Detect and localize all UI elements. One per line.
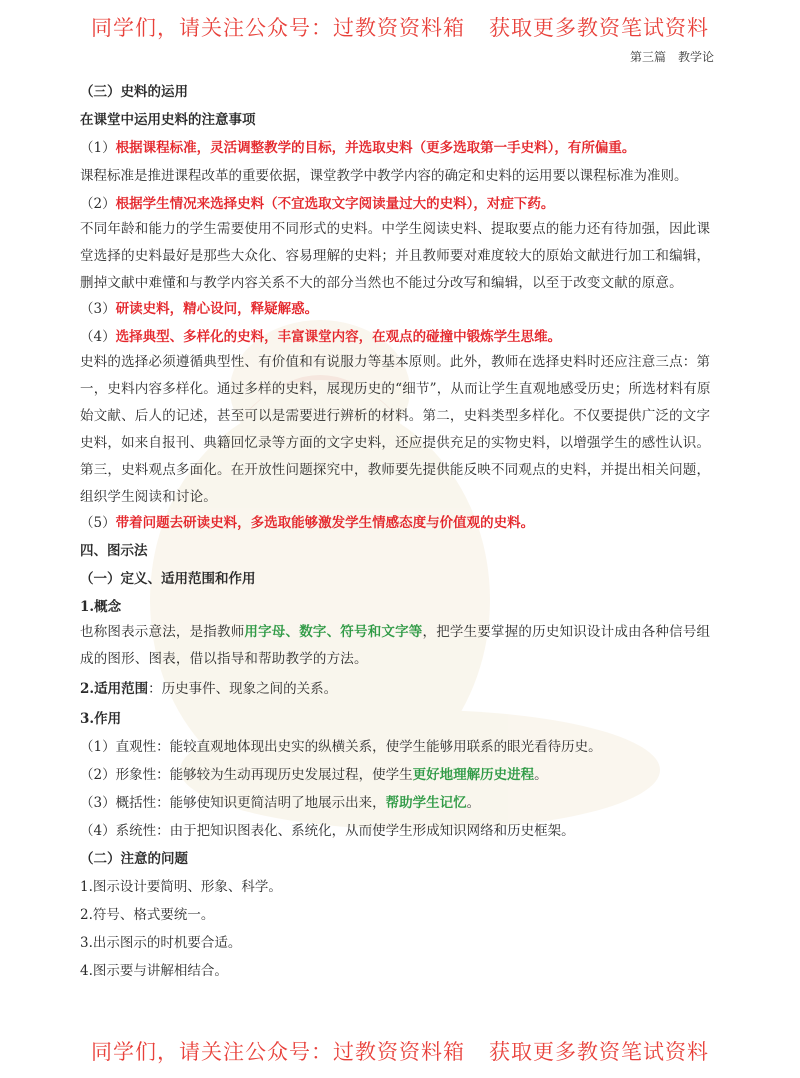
item3-num: （3） <box>80 301 116 317</box>
scope-line <box>80 677 720 701</box>
item1-text: 根据课程标准，灵活调整教学的目标，并选取史料（更多选取第一手史料），有所偏重。 <box>115 140 636 156</box>
note-item: 3.出示图示的时机要合适。 <box>80 935 242 951</box>
banner-right-text: 获取更多教资笔试资料 <box>489 1040 709 1064</box>
top-banner <box>0 12 800 42</box>
banner-left-text: 同学们，请关注公众号：过教资资料箱 <box>91 16 465 40</box>
item4-num: （4） <box>80 329 116 345</box>
function-item <box>80 735 720 759</box>
item1 <box>80 136 720 160</box>
function-text: 系统性：由于把知识图表化、系统化，从而使学生形成知识网络和历史框架。 <box>115 823 575 839</box>
function-item <box>80 791 720 815</box>
item1-num: （1） <box>80 140 116 156</box>
concept-post: ，把学生要掌握的历史知识设计成由各种信号组成的图形、图表，借以指导和帮助教学的方法。 <box>80 624 711 667</box>
bottom-banner <box>0 1036 800 1066</box>
concept-green: 用字母、数字、符号和文字等 <box>244 624 423 640</box>
item4-body: 史料的选择必须遵循典型性、有价值和有说服力等基本原则。此外，教师在选择史料时还应注意三点：第一，史料内容多样化。通过多样的史料，展现历史的“细节”，从而让学生直观地感受历史；所选材料有原始文献、后人的记述，甚至可以是需要进行辨析的材料。第二，史料类型多样化。不仅要提供广泛的文字史料，如来自报刊、典籍回忆录等方面的文字史料，还应提供充足的实物史料，以增强学生的感性认识。第三，史料观点多面化。在开放性问题探究中，教师要先提供能反映不同观点的史料，并提出相关问题，组织学生阅读和讨论。 <box>80 354 711 505</box>
running-head: 第三篇 教学论 <box>629 50 714 64</box>
function-text: 形象性：能够较为生动再现历史发展过程，使学生 <box>115 767 413 783</box>
function-text: 直观性：能较直观地体现出史实的纵横关系，使学生能够用联系的眼光看待历史。 <box>115 739 602 755</box>
item2-num: （2） <box>80 196 116 212</box>
item3-text: 研读史料，精心设问，释疑解惑。 <box>115 301 319 317</box>
function-num: （3） <box>80 795 116 811</box>
scope-text: ：历史事件、现象之间的关系。 <box>148 681 338 697</box>
item1-body: 课程标准是推进课程改革的重要依据，课堂教学中教学内容的确定和史料的运用要以课程标准为准则。 <box>80 168 688 184</box>
item5 <box>80 511 720 535</box>
item5-text: 带着问题去研读史料，多选取能够激发学生情感态度与价值观的史料。 <box>115 515 535 531</box>
scope-label: 2.适用范围 <box>80 681 149 697</box>
concept-body <box>80 619 720 673</box>
function-num: （1） <box>80 739 116 755</box>
function-green: 更好地理解历史进程 <box>412 767 535 783</box>
section4-title: 四、图示法 <box>80 543 148 559</box>
function-tail: 。 <box>534 767 548 783</box>
item2-text: 根据学生情况来选择史料（不宜选取文字阅读量过大的史料），对症下药。 <box>115 196 555 212</box>
banner-right-text: 获取更多教资笔试资料 <box>489 16 709 40</box>
concept-title: 1.概念 <box>80 599 122 615</box>
section4-sub1-title: （一）定义、适用范围和作用 <box>80 571 256 587</box>
function-item <box>80 819 720 843</box>
concept-pre: 也称图表示意法，是指教师 <box>80 624 245 640</box>
banner-left-text: 同学们，请关注公众号：过教资资料箱 <box>91 1040 465 1064</box>
function-green: 帮助学生记忆 <box>385 795 467 811</box>
item5-num: （5） <box>80 515 116 531</box>
function-item <box>80 763 720 787</box>
note-item: 1.图示设计要简明、形象、科学。 <box>80 879 282 895</box>
function-title: 3.作用 <box>80 711 122 727</box>
function-text: 概括性：能够使知识更简洁明了地展示出来， <box>115 795 386 811</box>
item4-text: 选择典型、多样化的史料，丰富课堂内容，在观点的碰撞中锻炼学生思维。 <box>115 329 562 345</box>
page-content <box>80 80 720 983</box>
function-num: （2） <box>80 767 116 783</box>
item4 <box>80 325 720 349</box>
section3-subtitle: 在课堂中运用史料的注意事项 <box>80 112 256 128</box>
function-tail: 。 <box>466 795 481 811</box>
section4-sub2-title: （二）注意的问题 <box>80 851 188 867</box>
section3-title: （三）史料的运用 <box>80 84 188 100</box>
note-item: 2.符号、格式要统一。 <box>80 907 215 923</box>
item3 <box>80 297 720 321</box>
item2 <box>80 192 720 216</box>
item2-body: 不同年龄和能力的学生需要使用不同形式的史料。中学生阅读史料、提取要点的能力还有待加强，因此课堂选择的史料最好是那些大众化、容易理解的史料；并且教师要对难度较大的原始文献进行加工和编辑，删掉文献中难懂和与教学内容关系不大的部分当然也不能过分改写和编辑，以至于改变文献的原意。 <box>80 221 711 291</box>
note-item: 4.图示要与讲解相结合。 <box>80 963 228 979</box>
function-num: （4） <box>80 823 116 839</box>
